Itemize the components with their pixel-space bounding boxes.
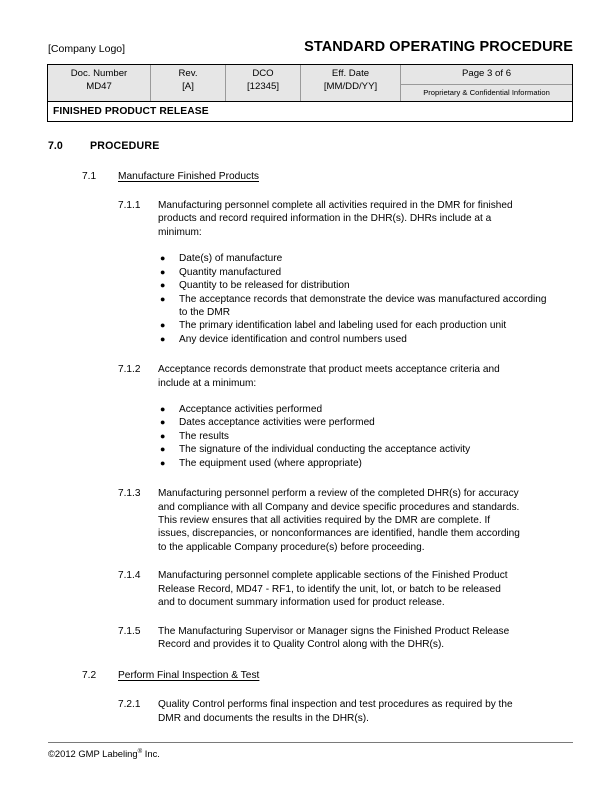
- list-item-label: Quantity manufactured: [179, 266, 282, 278]
- bullet-dot-icon: ●: [160, 253, 166, 264]
- registered-trademark-icon: ®: [137, 748, 143, 755]
- eff-date-value: [MM/DD/YY]: [323, 80, 378, 92]
- section-heading-procedure: [0, 140, 612, 152]
- section-title: PROCEDURE: [90, 140, 160, 152]
- subsection-number: 7.2: [82, 670, 97, 682]
- bullet-dot-icon: ●: [160, 280, 166, 291]
- clause-number: 7.1.1: [118, 200, 141, 211]
- rev-label: Rev.: [178, 68, 198, 79]
- header-cell-doc-number: [48, 65, 151, 101]
- clause-number: 7.1.3: [118, 488, 141, 500]
- header-metadata-row: [48, 65, 572, 102]
- list-item-label: Any device identification and control numbers used: [179, 333, 407, 345]
- list-item: [160, 403, 552, 416]
- bullet-dot-icon: ●: [160, 333, 166, 344]
- doc-number-value: MD47: [86, 80, 112, 92]
- clause-7-1-5: [0, 625, 612, 652]
- header-cell-eff-date: [301, 65, 401, 101]
- bullet-dot-icon: ●: [160, 293, 166, 304]
- list-item: [160, 430, 552, 443]
- list-item: [160, 252, 552, 265]
- clause-text: Acceptance records demonstrate that product meets acceptance criteria and include at a minimum:: [158, 364, 500, 389]
- clause-number: 7.1.4: [118, 570, 141, 582]
- rev-value: [A]: [182, 80, 194, 92]
- page-number-label: Page 3 of 6: [401, 65, 572, 85]
- clause-text: Quality Control performs final inspection and test procedures as required by the DMR and documents the results in the DHR(s).: [158, 699, 513, 724]
- header-cell-page-info: [401, 65, 572, 101]
- list-item: [160, 319, 552, 332]
- bullet-dot-icon: ●: [160, 430, 166, 441]
- clause-text: Manufacturing personnel complete applicable sections of the Finished Product Release Record, MD47 - RF1, to identify the unit, lot, or batch to be released and to document summary information used for product release.: [158, 570, 508, 609]
- list-item-label: Acceptance activities performed: [179, 404, 323, 416]
- document-body: [0, 140, 612, 725]
- document-type-title: STANDARD OPERATING PROCEDURE: [304, 38, 573, 55]
- clause-text: Manufacturing personnel complete all activities required in the DMR for finished products and record required information in the DHR(s). DHRs include at a minimum:: [158, 200, 513, 238]
- subsection-title: Perform Final Inspection & Test: [118, 670, 260, 682]
- document-header-table: [47, 64, 573, 122]
- list-item-label: Date(s) of manufacture: [179, 253, 283, 265]
- list-item: [160, 443, 552, 456]
- clause-7-1-3: [0, 487, 612, 554]
- document-title: FINISHED PRODUCT RELEASE: [48, 102, 572, 121]
- header-cell-dco: [226, 65, 301, 101]
- masthead: [48, 32, 573, 54]
- bullet-dot-icon: ●: [160, 266, 166, 277]
- bullet-dot-icon: ●: [160, 457, 166, 468]
- list-item-label: Quantity to be released for distribution: [179, 280, 350, 292]
- bullet-list-dhr-minimum: [0, 252, 612, 346]
- clause-text: Manufacturing personnel perform a review of the completed DHR(s) for accuracy and compliance with all Company and device specific procedures and standards. This review ensures that all activities required by the DMR are complete. If issues, discrepancies, or nonconformances are identified, handle them according to the applicable Company procedure(s) before proceeding.: [158, 488, 520, 553]
- list-item: [160, 457, 552, 470]
- clause-number: 7.1.5: [118, 625, 141, 637]
- subsection-title: Manufacture Finished Products: [118, 171, 259, 182]
- list-item-label: The results: [179, 430, 229, 442]
- dco-value: [12345]: [246, 80, 279, 92]
- clause-7-2-1: [0, 698, 612, 725]
- list-item: [160, 266, 552, 279]
- clause-number: 7.2.1: [118, 699, 141, 711]
- list-item-label: The acceptance records that demonstrate the device was manufactured according to the DMR: [179, 293, 547, 318]
- bullet-dot-icon: ●: [160, 404, 166, 415]
- list-item: [160, 416, 552, 429]
- footer-copyright-prefix: ©2012 GMP Labeling: [48, 748, 138, 760]
- company-logo-placeholder: [Company Logo]: [48, 42, 126, 55]
- list-item: [160, 279, 552, 292]
- list-item: [160, 293, 552, 320]
- dco-label: DCO: [252, 68, 274, 79]
- list-item: [160, 333, 552, 346]
- clause-text: The Manufacturing Supervisor or Manager signs the Finished Product Release Record and provides it to Quality Control along with the DHR(s).: [158, 625, 510, 650]
- doc-number-label: Doc. Number: [70, 68, 128, 79]
- clause-7-1-1: [0, 199, 612, 239]
- subsection-heading-perform-final-inspection-test: [0, 670, 612, 681]
- footer-copyright-suffix: Inc.: [142, 748, 160, 760]
- proprietary-notice: Proprietary & Confidential Information: [423, 87, 550, 97]
- bullet-list-acceptance-records: [0, 403, 612, 470]
- clause-7-1-2: [0, 363, 612, 390]
- subsection-number: 7.1: [82, 171, 97, 182]
- clause-7-1-4: [0, 569, 612, 609]
- list-item-label: The primary identification label and labeling used for each production unit: [179, 320, 507, 332]
- list-item-label: The signature of the individual conducting the acceptance activity: [179, 444, 471, 456]
- bullet-dot-icon: ●: [160, 320, 166, 331]
- clause-number: 7.1.2: [118, 364, 141, 376]
- eff-date-label: Eff. Date: [331, 68, 370, 79]
- header-title-row: [48, 102, 572, 121]
- header-cell-rev: [151, 65, 226, 101]
- footer-divider: [48, 742, 573, 743]
- footer-copyright: [48, 748, 160, 759]
- section-number: 7.0: [48, 140, 63, 152]
- list-item-label: The equipment used (where appropriate): [179, 457, 362, 469]
- bullet-dot-icon: ●: [160, 444, 166, 455]
- list-item-label: Dates acceptance activities were performed: [179, 417, 375, 429]
- bullet-dot-icon: ●: [160, 417, 166, 428]
- subsection-heading-manufacture-finished-products: [0, 171, 612, 182]
